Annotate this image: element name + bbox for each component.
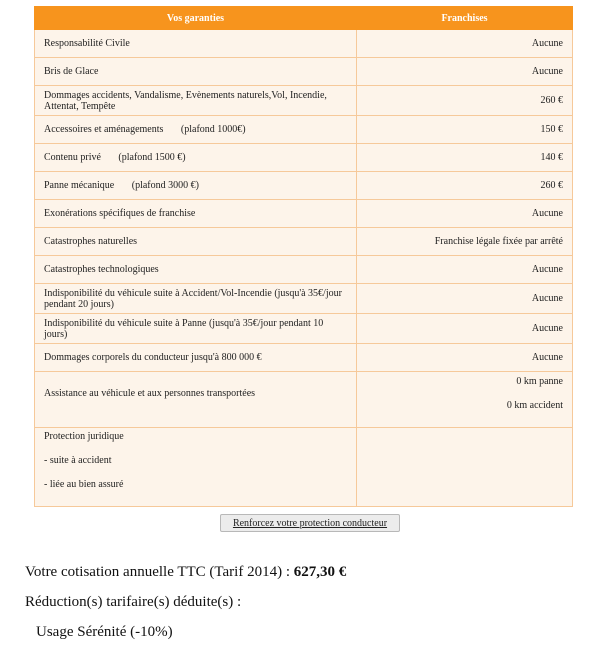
guarantee-label: Panne mécanique (plafond 3000 €) bbox=[35, 172, 357, 200]
assistance-label bbox=[35, 372, 357, 428]
cotisation-value: 627,30 € bbox=[293, 564, 347, 580]
guarantee-label: Catastrophes technologiques bbox=[35, 256, 357, 284]
table-row bbox=[35, 284, 573, 314]
assistance-row bbox=[35, 372, 573, 428]
reduction-item: Usage Sérénité (-10%) bbox=[36, 624, 173, 640]
table-row bbox=[35, 116, 573, 144]
guarantee-label: Contenu privé (plafond 1500 €) bbox=[35, 144, 357, 172]
protection-value bbox=[357, 428, 573, 507]
assistance-panne: 0 km panne bbox=[516, 375, 563, 387]
table-row bbox=[35, 228, 573, 256]
protection-label-text: Protection juridique bbox=[44, 431, 124, 442]
franchise-value: Aucune bbox=[357, 284, 573, 314]
reduction-label: Réduction(s) tarifaire(s) déduite(s) : bbox=[25, 594, 242, 610]
reinforce-protection-button[interactable]: Renforcez votre protection conducteur bbox=[220, 514, 400, 532]
table-row bbox=[35, 172, 573, 200]
franchise-value: 140 € bbox=[357, 144, 573, 172]
table-row bbox=[35, 86, 573, 116]
header-guarantees: Vos garanties bbox=[35, 7, 357, 30]
franchise-value: 150 € bbox=[357, 116, 573, 144]
franchise-value: Franchise légale fixée par arrêté bbox=[357, 228, 573, 256]
guarantee-label: Bris de Glace bbox=[35, 58, 357, 86]
assistance-values bbox=[357, 372, 573, 428]
guarantee-label: Indisponibilité du véhicule suite à Panne (jusqu'à 35€/jour pendant 10 jours) bbox=[35, 314, 357, 344]
table-row bbox=[35, 200, 573, 228]
franchise-value: Aucune bbox=[357, 200, 573, 228]
guarantee-label: Accessoires et aménagements (plafond 1000€) bbox=[35, 116, 357, 144]
franchise-value: Aucune bbox=[357, 314, 573, 344]
guarantee-label: Responsabilité Civile bbox=[35, 30, 357, 58]
protection-item-accident: - suite à accident bbox=[44, 455, 112, 466]
guarantee-label: Dommages corporels du conducteur jusqu'à 800 000 € bbox=[35, 344, 357, 372]
table-row bbox=[35, 58, 573, 86]
guarantee-label: Indisponibilité du véhicule suite à Accident/Vol-Incendie (jusqu'à 35€/jour pendant 20 jours) bbox=[35, 284, 357, 314]
franchise-value: Aucune bbox=[357, 256, 573, 284]
guarantees-table bbox=[34, 6, 573, 507]
protection-item-bien: - liée au bien assuré bbox=[44, 479, 124, 490]
table-header-row bbox=[35, 7, 573, 30]
franchise-value: Aucune bbox=[357, 344, 573, 372]
guarantee-label: Catastrophes naturelles bbox=[35, 228, 357, 256]
header-franchises: Franchises bbox=[357, 7, 573, 30]
table-row bbox=[35, 30, 573, 58]
guarantee-label: Dommages accidents, Vandalisme, Evènements naturels,Vol, Incendie, Attentat, Tempête bbox=[35, 86, 357, 116]
table-row bbox=[35, 144, 573, 172]
franchise-value: 260 € bbox=[357, 172, 573, 200]
table-row bbox=[35, 314, 573, 344]
protection-label bbox=[35, 428, 357, 507]
table-row bbox=[35, 344, 573, 372]
franchise-value: Aucune bbox=[357, 30, 573, 58]
assistance-accident: 0 km accident bbox=[506, 399, 563, 411]
protection-row bbox=[35, 428, 573, 507]
assistance-label-text: Assistance au véhicule et aux personnes transportées bbox=[44, 387, 256, 399]
cotisation-line bbox=[25, 564, 346, 581]
franchise-value: 260 € bbox=[357, 86, 573, 116]
franchise-value: Aucune bbox=[357, 58, 573, 86]
guarantee-label: Exonérations spécifiques de franchise bbox=[35, 200, 357, 228]
cotisation-label: Votre cotisation annuelle TTC (Tarif 2014) : bbox=[25, 564, 294, 580]
table-row bbox=[35, 256, 573, 284]
